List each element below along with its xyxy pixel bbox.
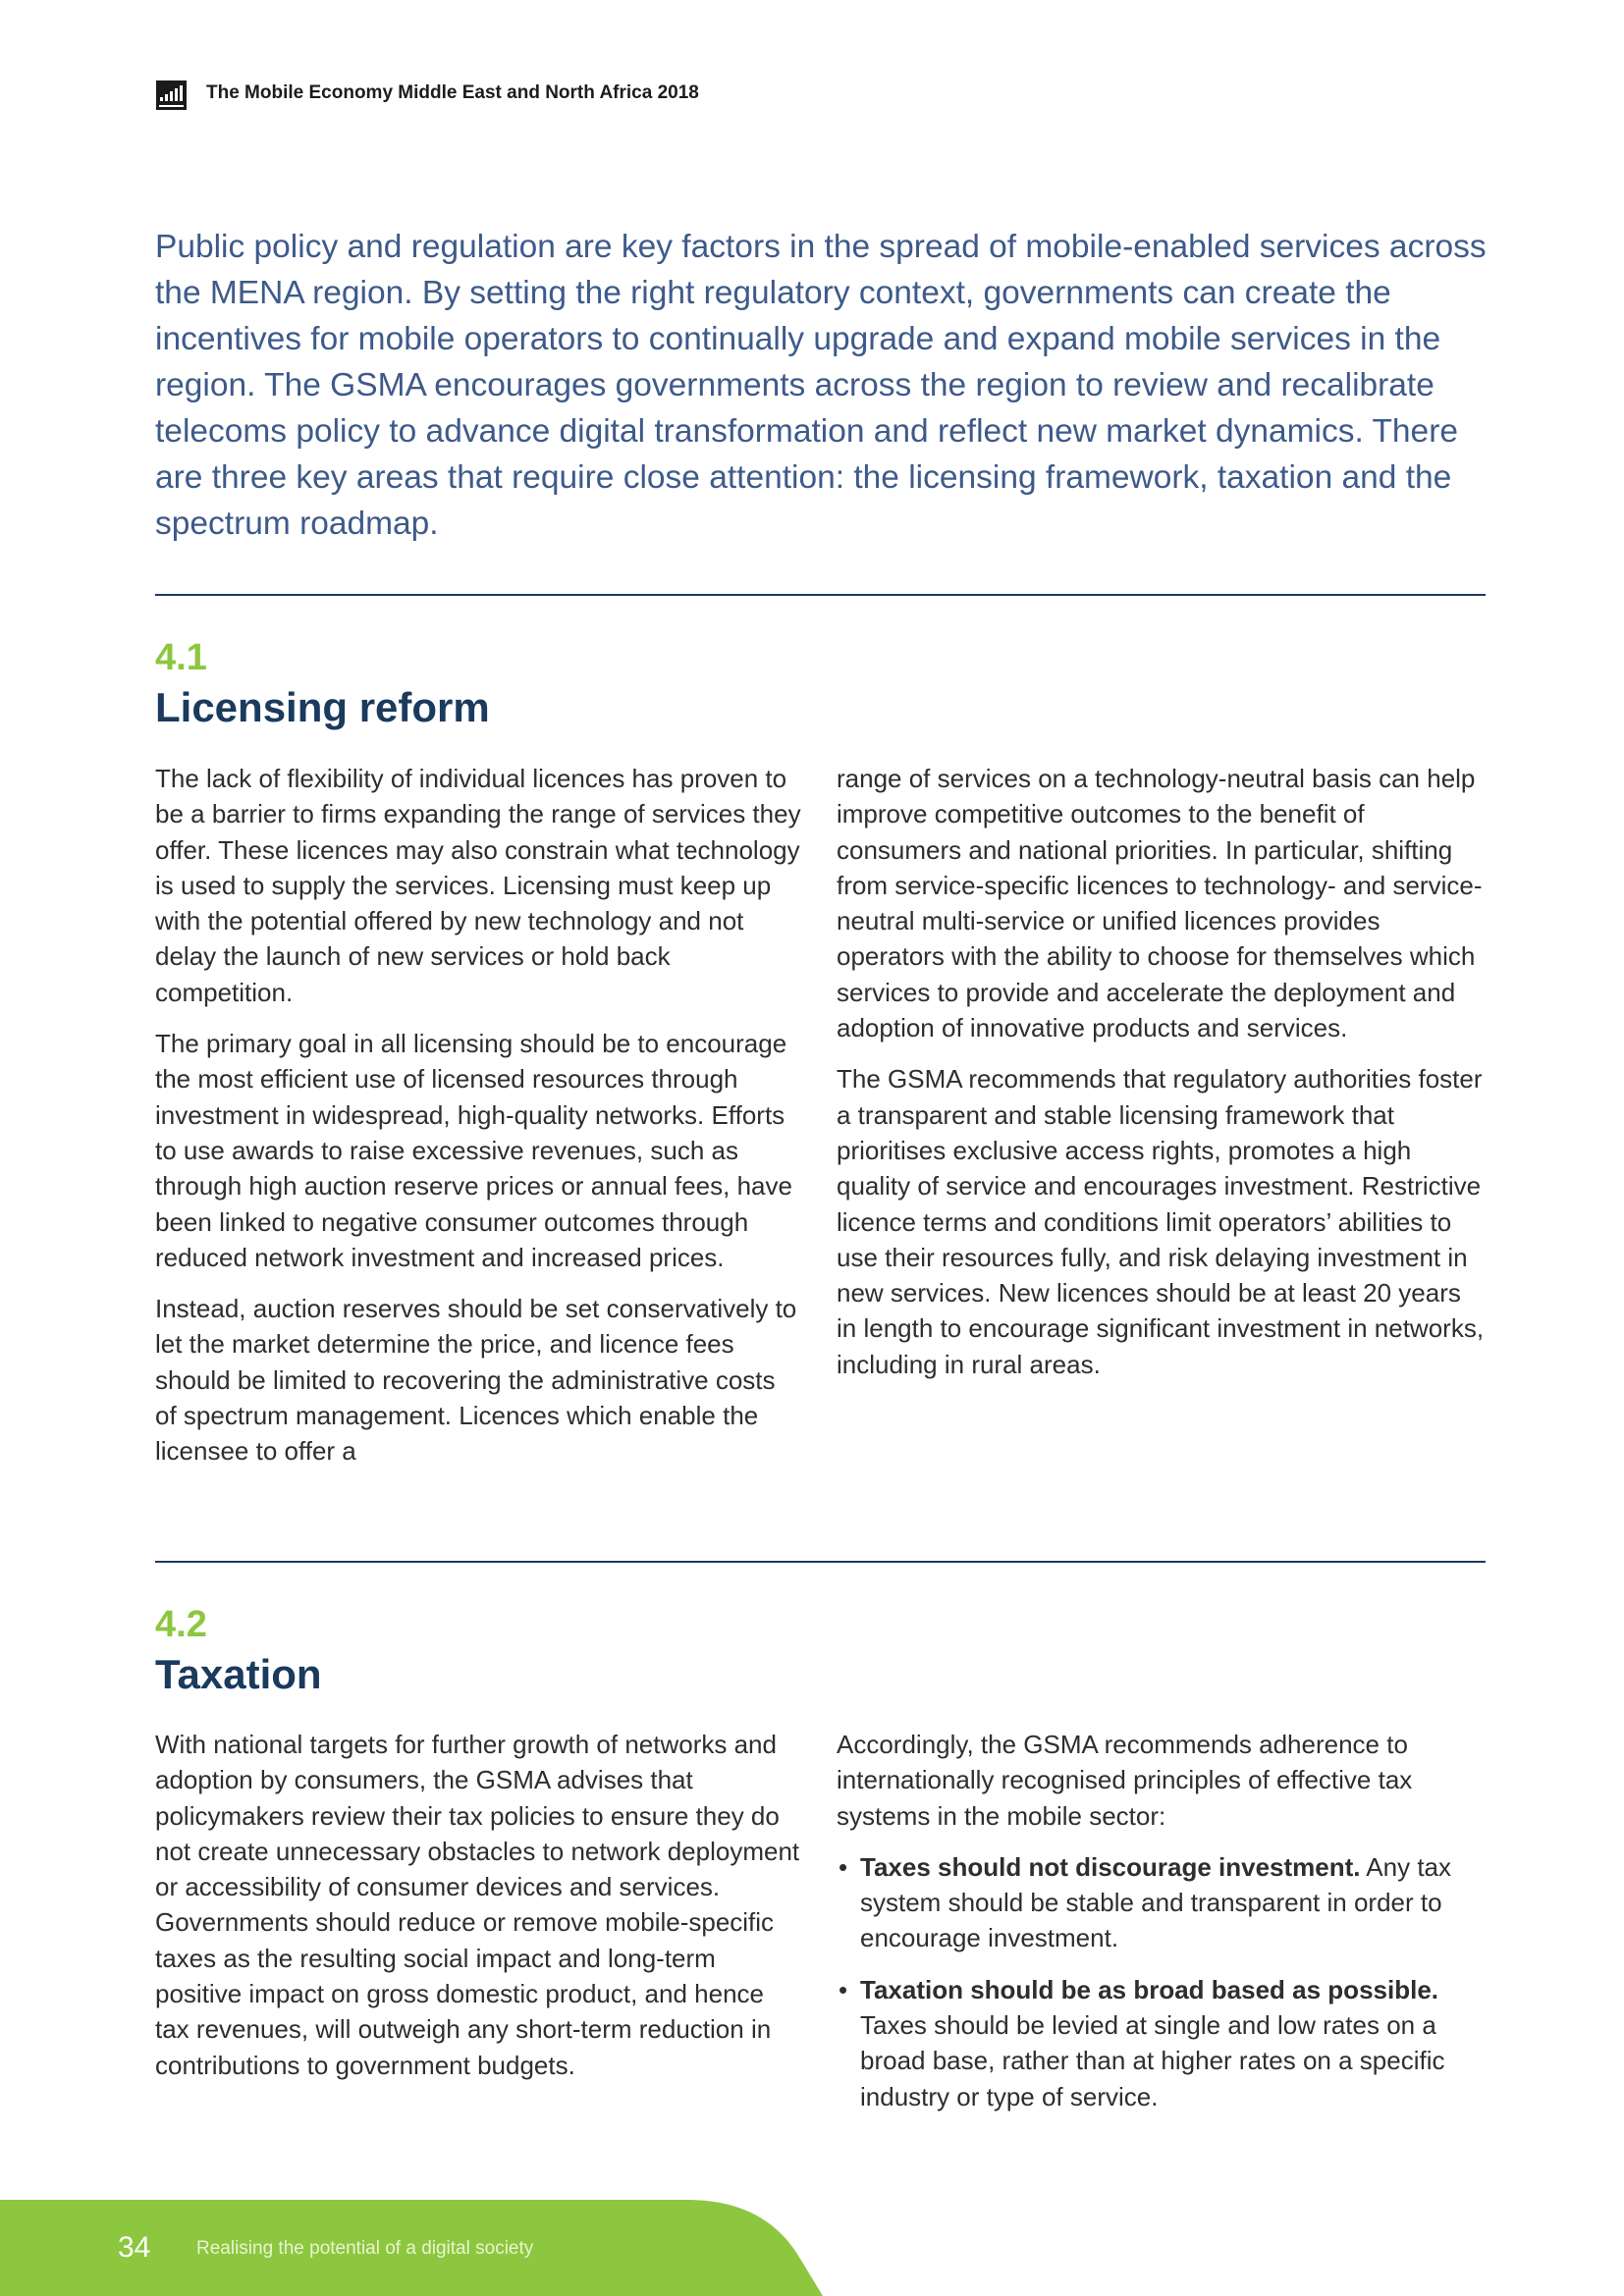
section-divider (155, 594, 1486, 596)
bullet-text: Any tax system should be stable and transparent in order to encourage investment. (860, 1851, 1452, 1953)
section-divider (155, 1561, 1486, 1563)
bullet-icon: • (839, 1851, 848, 1882)
section2-left-column (155, 1727, 803, 2083)
body-paragraph: The lack of flexibility of individual licences has proven to be a barrier to firms expanding the range of services they offer. These licences may also constrain what technology is used to supply the services. Licensing must keep up with the potential offered by new technology and not delay the launch of new services or hold back competition. (155, 764, 801, 1007)
body-paragraph: With national targets for further growth of networks and adoption by consumers, the GSMA advises that policymakers review their tax policies to ensure they do not create unnecessary obstacles to network deployment or accessibility of consumer devices and services. Governments should reduce or remove mobile-specific taxes as the resulting social impact and long-term positive impact on gross domestic product, and hence tax revenues, will outweigh any short-term reduction in contributions to government budgets. (155, 1730, 800, 2080)
bullet-text: Taxes should be levied at single and low rates on a broad base, rather than at higher rates on a specific industry or type of service. (860, 2010, 1445, 2111)
bullet-icon: • (839, 1974, 848, 2004)
section1-left-column (155, 761, 803, 1469)
gsma-logo (156, 80, 187, 110)
page-number: 34 (118, 2231, 151, 2264)
section-title: Licensing reform (155, 684, 490, 730)
section1-right-column (837, 761, 1485, 1382)
list-item (837, 1849, 1485, 1956)
section2-right-column (837, 1727, 1485, 2130)
footer-caption: Realising the potential of a digital society (196, 2238, 534, 2259)
bullet-bold: Taxation should be as broad based as possible. (860, 1974, 1438, 2004)
list-item (837, 1972, 1485, 2114)
section-number: 4.1 (155, 637, 207, 678)
principles-list (837, 1849, 1485, 2114)
report-title: The Mobile Economy Middle East and North Africa 2018 (206, 82, 699, 103)
body-paragraph: The GSMA recommends that regulatory authorities foster a transparent and stable licensing framework that prioritises exclusive access rights, promotes a high quality of service and encourages investment. Restrictive licence terms and conditions limit operators’ abilities to use their resources fully, and risk delaying investment in new services. New licences should be at least 20 years in length to encourage significant investment in networks, including in rural areas. (837, 1064, 1485, 1379)
body-paragraph: range of services on a technology-neutral basis can help improve competitive outcomes to the benefit of consumers and national priorities. In particular, shifting from service-specific licences to technology- and service-neutral multi-service or unified licences provides operators with the ability to choose for themselves which services to provide and accelerate the deployment and adoption of innovative products and services. (837, 764, 1483, 1043)
body-paragraph: The primary goal in all licensing should be to encourage the most efficient use of licensed resources through investment in widespread, high-quality networks. Efforts to use awards to raise excessive revenues, such as through high auction reserve prices or annual fees, have been linked to negative consumer outcomes through reduced network investment and increased prices. (155, 1029, 792, 1272)
section-title: Taxation (155, 1651, 322, 1697)
bullet-bold: Taxes should not discourage investment. (860, 1851, 1361, 1882)
section-number: 4.2 (155, 1604, 207, 1645)
body-paragraph: Instead, auction reserves should be set conservatively to let the market determine the price, and licence fees should be limited to recovering the administrative costs of spectrum management. Licences which enable the licensee to offer a (155, 1294, 797, 1467)
intro-paragraph: Public policy and regulation are key factors in the spread of mobile-enabled services across the MENA region. By setting the right regulatory context, governments can create the incentives for mobile operators to continually upgrade and expand mobile services in the region. The GSMA encourages governments across the region to review and recalibrate telecoms policy to advance digital transformation and reflect new market dynamics. There are three key areas that require close attention: the licensing framework, taxation and the spectrum roadmap. (155, 229, 1487, 542)
body-paragraph: Accordingly, the GSMA recommends adherence to internationally recognised principles of effective tax systems in the mobile sector: (837, 1730, 1413, 1831)
